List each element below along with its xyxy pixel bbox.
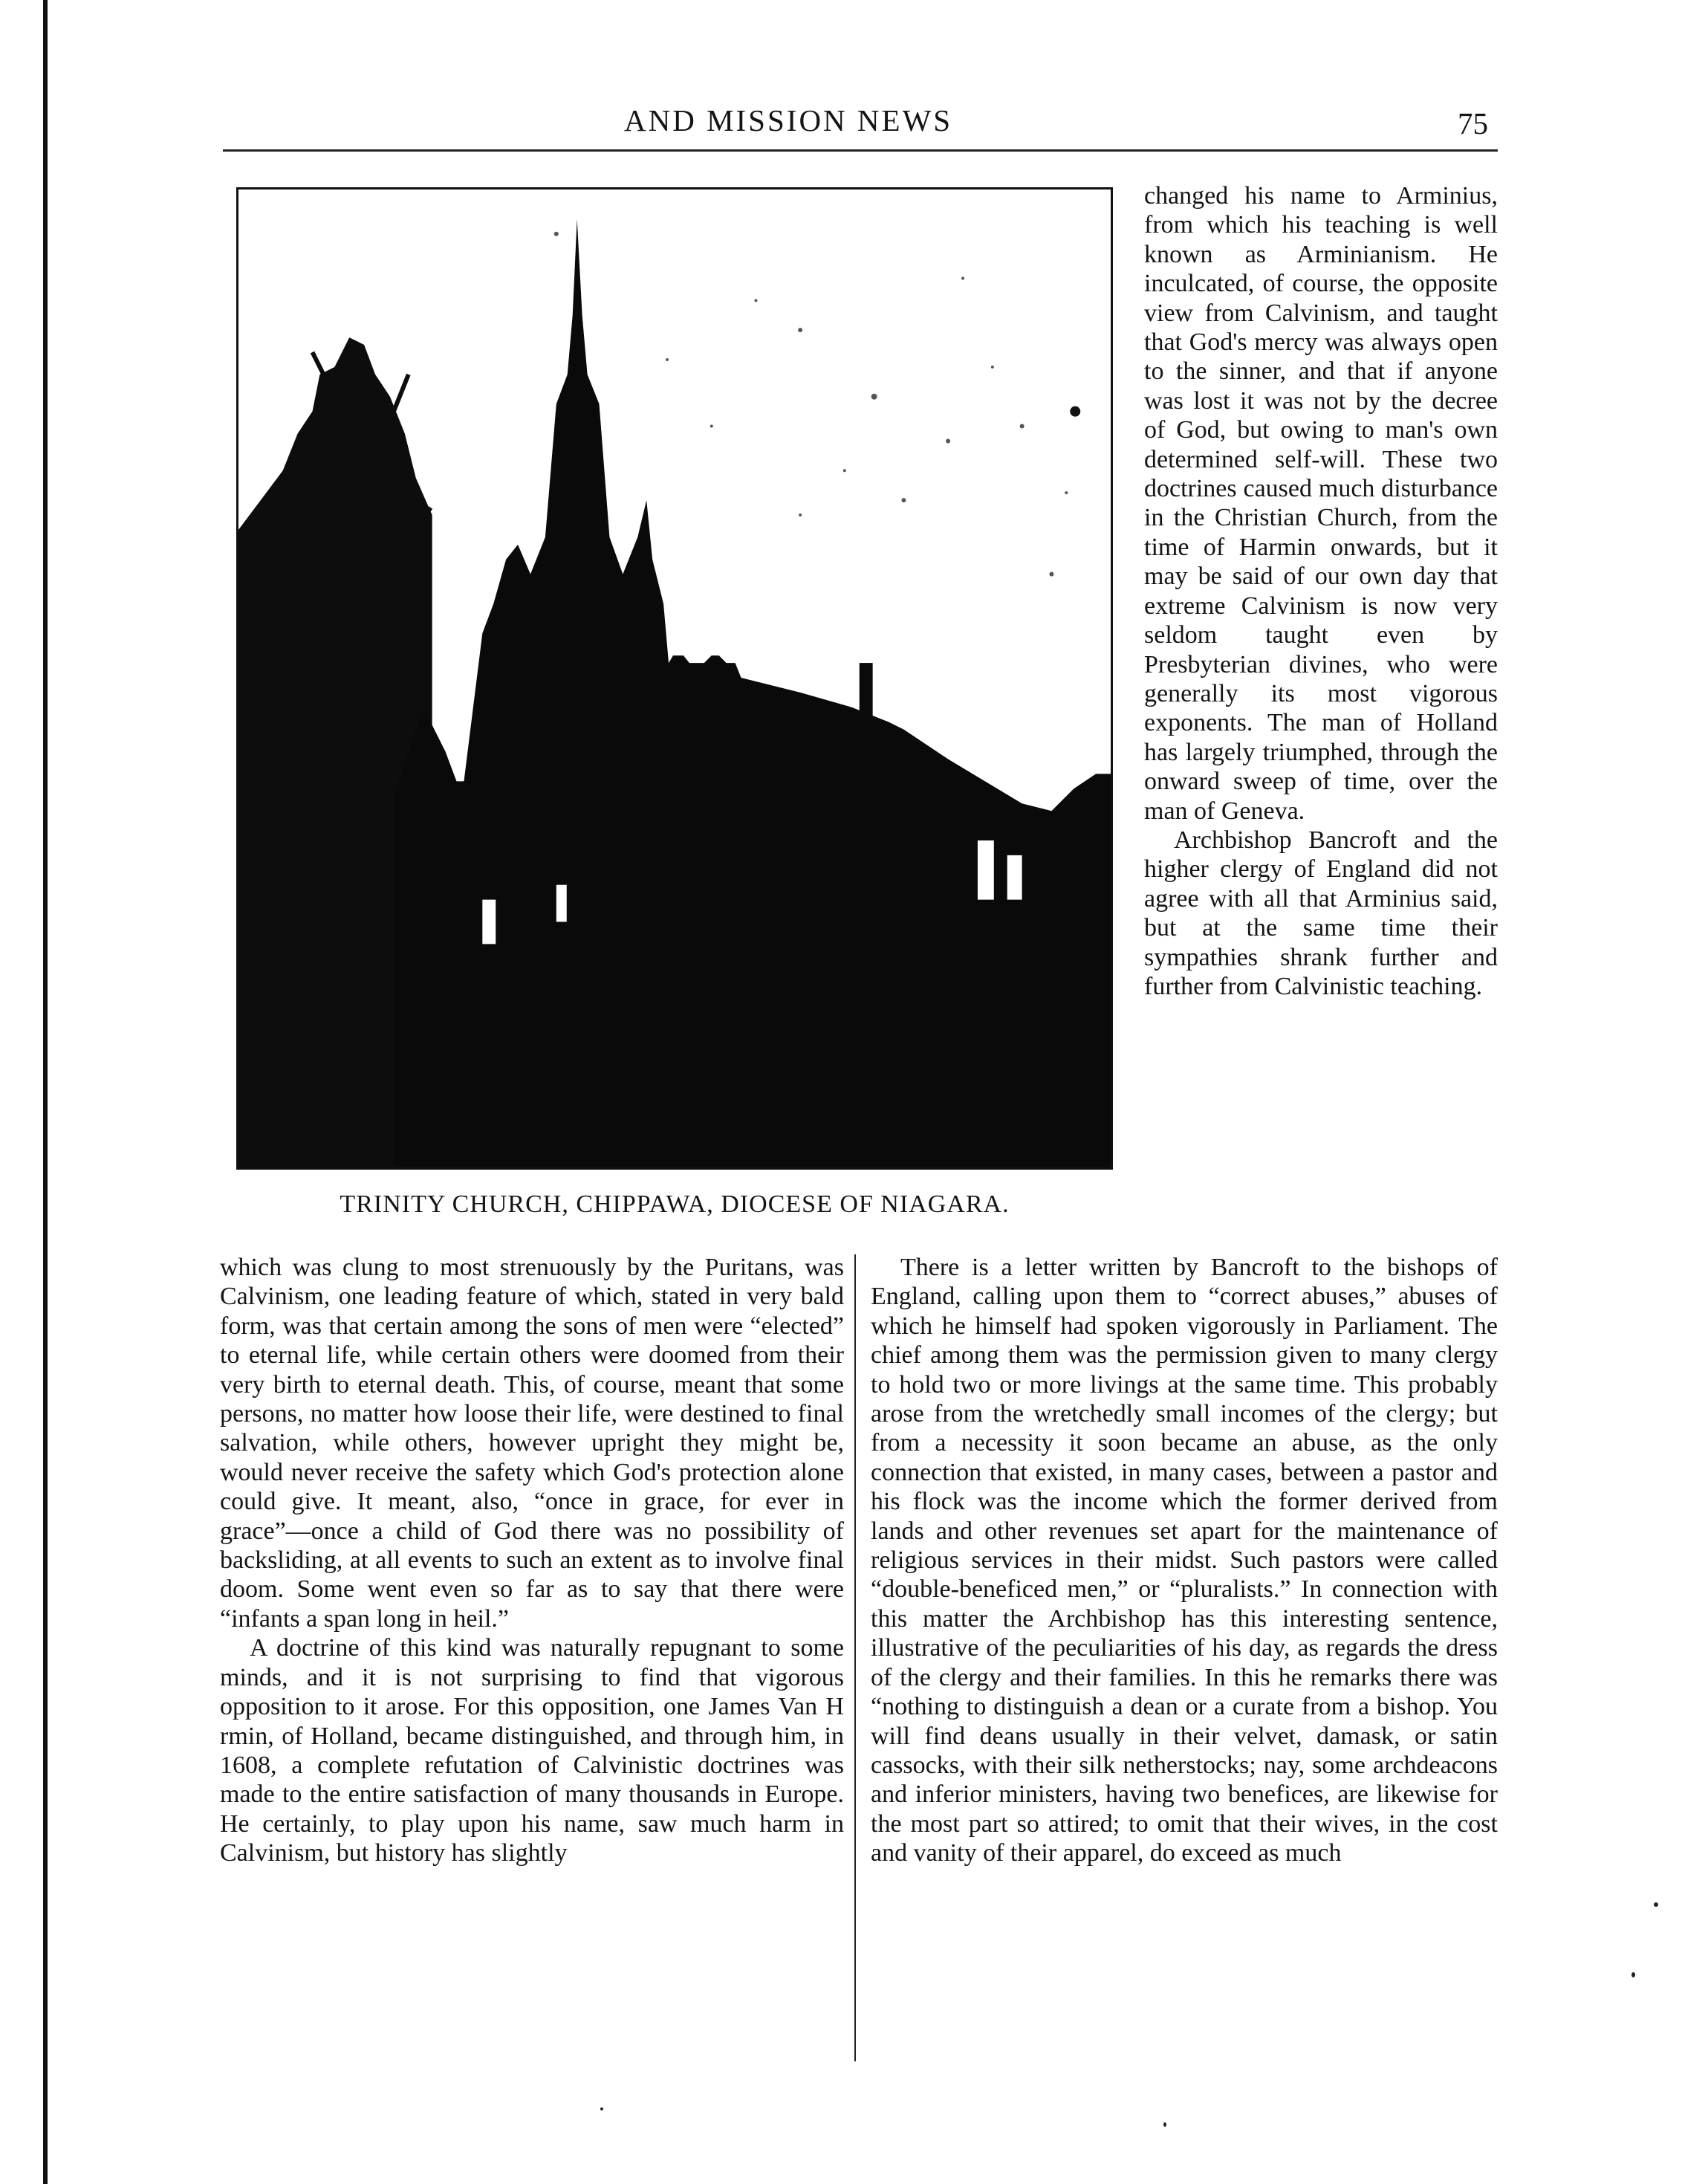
- print-speck: [1163, 2122, 1166, 2127]
- figure-caption: TRINITY CHURCH, CHIPPAWA, DIOCESE OF NIAGARA.: [340, 1190, 1010, 1218]
- right-column-top: [1144, 181, 1498, 1001]
- print-speck: [1631, 1972, 1635, 1977]
- page-number: 75: [1458, 106, 1488, 140]
- paragraph: which was clung to most strenuously by the Puritans, was Calvinism, one leading feature of which, stated in very bald form, was that certain among the sons of men were “elected” to eternal life, while certain others were doomed from their very birth to eternal death. This, of course, meant that some persons, no matter how loose their life, were destined to final salvation, while others, however upright they might be, would never receive the safety which God's protection alone could give. It meant, also, “once in grace, for ever in grace”—once a child of God there was no possibility of backsliding, at all events to such an extent as to involve final doom. Some went even so far as to say that there were “infants a span long in heil.”: [220, 1254, 844, 1633]
- paragraph: changed his name to Arminius, from which his teaching is well known as Arminianism. He inculcated, of course, the opposite view from Calvinism, and taught that God's mercy was always open to the sinner, and that if anyone was lost it was not by the decree of God, but owing to man's own determined self-will. These two doctrines caused much disturbance in the Christian Church, from the time of Harmin onwards, but it may be said of our own day that extreme Calvinism is now very seldom taught even by Presbyterian divines, who were generally its most vigorous exponents. The man of Holland has largely triumphed, through the onward sweep of time, over the man of Geneva.: [1144, 182, 1498, 825]
- church-photograph: [236, 187, 1113, 1170]
- right-column-bottom: [871, 1253, 1498, 1868]
- column-divider: [854, 1254, 856, 2061]
- running-header: AND MISSION NEWS: [624, 103, 953, 137]
- header-rule: [223, 149, 1498, 152]
- paragraph: Archbishop Bancroft and the higher clergy of England did not agree with all that Arminius said, but at the same time their sympathies shrank further and further from Calvinistic teaching.: [1144, 826, 1498, 1000]
- left-column: [220, 1253, 844, 1868]
- page-binding-edge: [43, 0, 48, 2184]
- paragraph: A doctrine of this kind was naturally repugnant to some minds, and it is not surprising to find that vigorous opposition to it arose. For this opposition, one James Van H rmin, of Holland, became distinguished, and through him, in 1608, a complete refutation of Calvinistic doctrines was made to the entire satisfaction of many thousands in Europe. He certainly, to play upon his name, saw much harm in Calvinism, but history has slightly: [220, 1634, 844, 1867]
- paragraph: There is a letter written by Bancroft to the bishops of England, calling upon them to “correct abuses,” abuses of which he himself had spoken vigorously in Parliament. The chief among them was the permission given to many clergy to hold two or more livings at the same time. This probably arose from the wretchedly small incomes of the clergy; but from a necessity it soon became an abuse, as the only connection that existed, in many cases, between a pastor and his flock was the income which the former derived from lands and other revenues set apart for the maintenance of religious services in their midst. Such pastors were called “double-beneficed men,” or “pluralists.” In connection with this matter the Archbishop has this interesting sentence, illustrative of the peculiarities of his day, as regards the dress of the clergy and their families. In this he remarks there was “nothing to distinguish a dean or a curate from a bishop. You will find deans usually in their velvet, damask, or satin cassocks, with their silk netherstocks; nay, some archdeacons and inferior ministers, having two benefices, are likewise for the most part so attired; to omit that their wives, in the cost and vanity of their apparel, do exceed as much: [871, 1254, 1498, 1867]
- print-speck: [600, 2107, 603, 2110]
- print-speck: [1654, 1902, 1658, 1907]
